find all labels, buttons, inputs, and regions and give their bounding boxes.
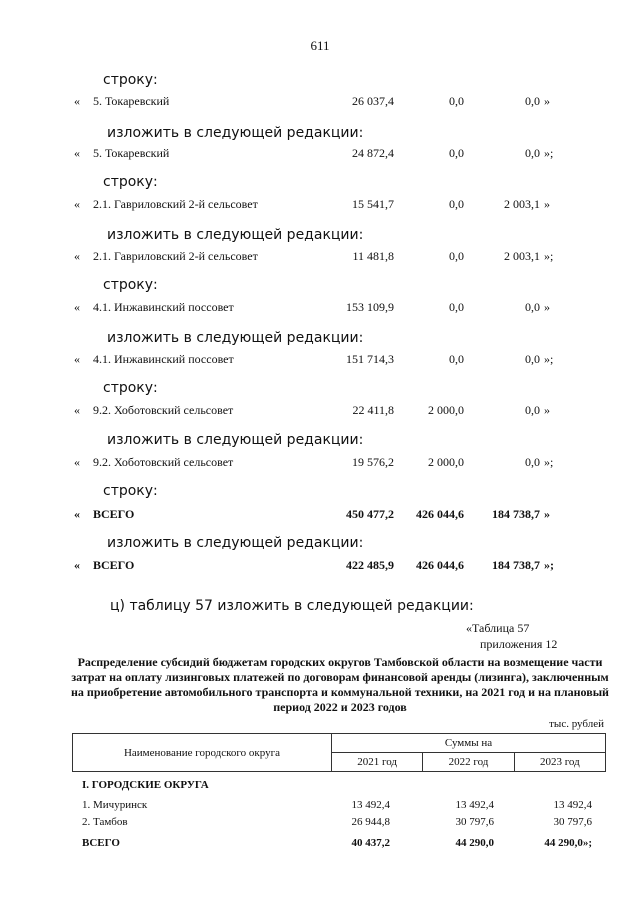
value-2023: 184 738,7	[492, 558, 540, 572]
table-row	[0, 799, 640, 816]
value-2023: 0,0	[525, 403, 540, 417]
value-2021: 19 576,2	[352, 455, 394, 469]
section-instruction: ц) таблицу 57 изложить в следующей редакции:	[110, 598, 474, 614]
column-header-2023: 2023 год	[514, 753, 605, 772]
value-2022: 426 044,6	[416, 507, 464, 521]
total-label: ВСЕГО	[82, 837, 120, 849]
row-name: 9.2. Хоботовский сельсовет	[93, 455, 234, 469]
open-quote: «	[74, 455, 80, 469]
table-reference-line2: приложения 12	[480, 637, 558, 651]
value-2021: 153 109,9	[346, 300, 394, 314]
value-2021: 450 477,2	[346, 507, 394, 521]
value-2022: 0,0	[449, 352, 464, 366]
open-quote: «	[74, 352, 80, 366]
column-header-2021: 2021 год	[332, 753, 423, 772]
amendment-row	[0, 507, 640, 527]
amendment-row	[0, 146, 640, 166]
open-quote: «	[74, 197, 80, 211]
total-value-2022: 44 290,0	[455, 837, 494, 849]
value-2022: 0,0	[449, 300, 464, 314]
amendment-instruction: изложить в следующей редакции:	[107, 432, 364, 448]
row-name: 1. Мичуринск	[82, 799, 148, 811]
close-quote: »;	[544, 455, 554, 469]
row-name: 9.2. Хоботовский сельсовет	[93, 403, 234, 417]
value-2022: 0,0	[449, 197, 464, 211]
value-2021: 15 541,7	[352, 197, 394, 211]
row-name: 5. Токаревский	[93, 94, 170, 108]
close-quote: »;	[544, 558, 554, 572]
amendment-row	[0, 249, 640, 269]
row-value-2023: 13 492,4	[553, 799, 592, 811]
table-total-row	[0, 837, 640, 854]
amendment-instruction: строку:	[103, 380, 158, 396]
amendment-instruction: строку:	[103, 483, 158, 499]
row-name: ВСЕГО	[93, 507, 135, 521]
section-label: I. ГОРОДСКИЕ ОКРУГА	[82, 779, 209, 791]
open-quote: «	[74, 507, 80, 521]
value-2023: 2 003,1	[504, 197, 540, 211]
value-2021: 11 481,8	[352, 249, 394, 263]
value-2023: 0,0	[525, 300, 540, 314]
value-2023: 184 738,7	[492, 507, 540, 521]
close-quote: »;	[544, 249, 554, 263]
amendment-instruction: изложить в следующей редакции:	[107, 330, 364, 346]
value-2022: 426 044,6	[416, 558, 464, 572]
amendment-instruction: строку:	[103, 277, 158, 293]
value-2021: 24 872,4	[352, 146, 394, 160]
row-value-2022: 30 797,6	[455, 816, 494, 828]
row-name: 2. Тамбов	[82, 816, 128, 828]
value-2022: 0,0	[449, 94, 464, 108]
amendment-row	[0, 455, 640, 475]
column-header-name: Наименование городского округа	[73, 734, 332, 772]
value-2023: 0,0	[525, 146, 540, 160]
value-2023: 0,0	[525, 94, 540, 108]
row-name: ВСЕГО	[93, 558, 135, 572]
table-row	[0, 816, 640, 833]
value-2022: 2 000,0	[428, 455, 464, 469]
value-2021: 26 037,4	[352, 94, 394, 108]
close-quote: »	[544, 300, 550, 314]
open-quote: «	[74, 300, 80, 314]
row-value-2021: 13 492,4	[351, 799, 390, 811]
amendment-row	[0, 352, 640, 372]
value-2023: 0,0	[525, 352, 540, 366]
row-value-2022: 13 492,4	[455, 799, 494, 811]
value-2022: 0,0	[449, 146, 464, 160]
amendment-instruction: строку:	[103, 174, 158, 190]
amendment-instruction: изложить в следующей редакции:	[107, 125, 364, 141]
close-quote: »	[544, 403, 550, 417]
amendment-row	[0, 403, 640, 423]
value-2021: 22 411,8	[352, 403, 394, 417]
amendment-instruction: изложить в следующей редакции:	[107, 535, 364, 551]
budget-table-header	[72, 733, 606, 772]
value-2021: 422 485,9	[346, 558, 394, 572]
page-number: 611	[310, 38, 330, 53]
row-name: 5. Токаревский	[93, 146, 170, 160]
row-value-2023: 30 797,6	[553, 816, 592, 828]
amendment-row	[0, 197, 640, 217]
close-quote: »	[544, 507, 550, 521]
close-quote: »	[544, 197, 550, 211]
row-name: 4.1. Инжавинский поссовет	[93, 352, 234, 366]
row-name: 2.1. Гавриловский 2-й сельсовет	[93, 249, 258, 263]
row-value-2021: 26 944,8	[351, 816, 390, 828]
amendment-instruction: строку:	[103, 72, 158, 88]
value-2023: 0,0	[525, 455, 540, 469]
value-2023: 2 003,1	[504, 249, 540, 263]
close-quote: »	[544, 94, 550, 108]
value-2022: 0,0	[449, 249, 464, 263]
amendment-row	[0, 94, 640, 114]
open-quote: «	[74, 558, 80, 572]
value-2022: 2 000,0	[428, 403, 464, 417]
row-name: 2.1. Гавриловский 2-й сельсовет	[93, 197, 258, 211]
table-section-row	[0, 779, 640, 796]
column-header-2022: 2022 год	[423, 753, 514, 772]
table-reference-line1: «Таблица 57	[466, 621, 530, 635]
close-quote: »;	[544, 352, 554, 366]
amendment-row	[0, 300, 640, 320]
close-quote: »;	[544, 146, 554, 160]
total-value-2023: 44 290,0»;	[544, 837, 592, 849]
units-label: тыс. рублей	[549, 718, 604, 730]
open-quote: «	[74, 403, 80, 417]
row-name: 4.1. Инжавинский поссовет	[93, 300, 234, 314]
table-title: Распределение субсидий бюджетам городских округов Тамбовской области на возмещение части затрат на оплату лизинговых платежей по договорам финансовой аренды (лизинга), заключенным на приобретение автомобильного транспорта и коммунальной техники, на 2021 год и на плановый период 2022 и 2023 годов	[71, 655, 609, 714]
table-reference	[466, 620, 557, 652]
column-header-sums: Суммы на	[332, 734, 606, 753]
amendment-instruction: изложить в следующей редакции:	[107, 227, 364, 243]
amendment-row	[0, 558, 640, 578]
open-quote: «	[74, 249, 80, 263]
total-value-2021: 40 437,2	[351, 837, 390, 849]
open-quote: «	[74, 146, 80, 160]
open-quote: «	[74, 94, 80, 108]
value-2021: 151 714,3	[346, 352, 394, 366]
budget-table-body	[0, 779, 640, 854]
